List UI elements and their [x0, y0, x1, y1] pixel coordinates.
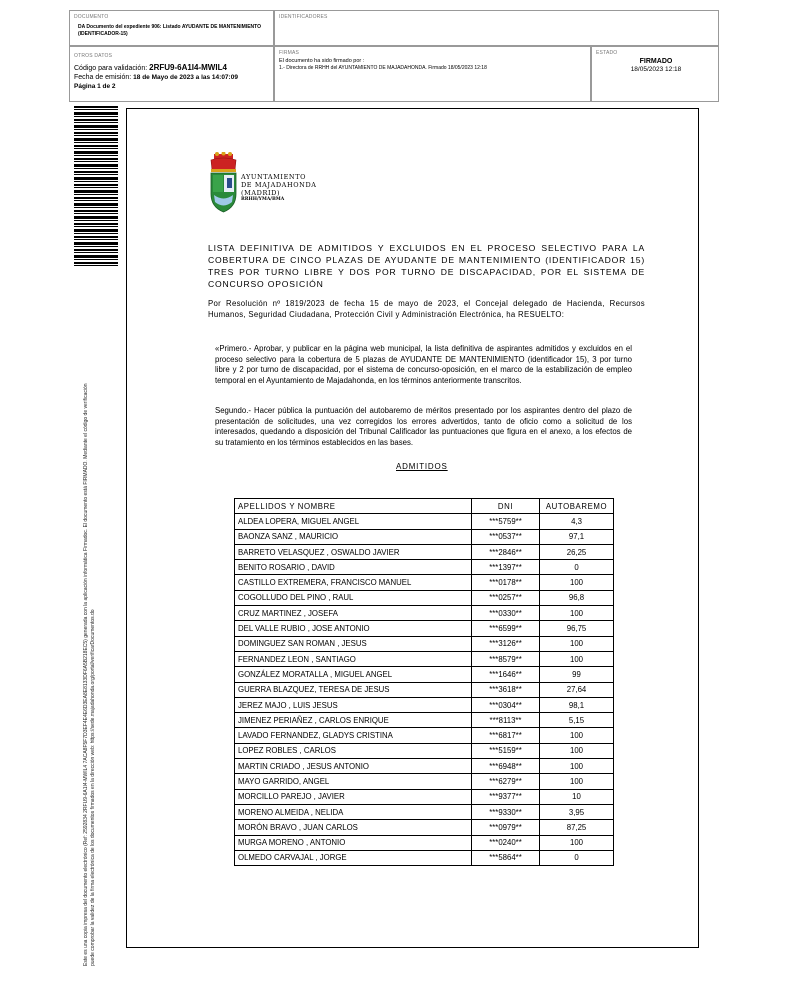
table-row — [235, 590, 614, 605]
cell-dni: ***0979** — [472, 820, 540, 835]
cell-autobaremo: 96,8 — [540, 590, 614, 605]
header-dni: DNI — [472, 499, 540, 514]
table-row — [235, 544, 614, 559]
cell-autobaremo: 87,25 — [540, 820, 614, 835]
cell-autobaremo: 100 — [540, 575, 614, 590]
cell-dni: ***9330** — [472, 804, 540, 819]
cell-name: ALDEA LOPERA, MIGUEL ANGEL — [235, 514, 472, 529]
table-row — [235, 850, 614, 865]
table-row — [235, 606, 614, 621]
header-identificadores-box — [274, 10, 719, 46]
cell-autobaremo: 100 — [540, 636, 614, 651]
cell-dni: ***0304** — [472, 697, 540, 712]
admitidos-title: ADMITIDOS — [396, 462, 448, 471]
cell-autobaremo: 98,1 — [540, 697, 614, 712]
cell-name: MURGA MORENO , ANTONIO — [235, 835, 472, 850]
codigo-label: Código para validación: — [74, 65, 148, 72]
table-row — [235, 621, 614, 636]
cell-name: MORCILLO PAREJO , JAVIER — [235, 789, 472, 804]
cell-name: GUERRA BLAZQUEZ, TERESA DE JESUS — [235, 682, 472, 697]
cell-dni: ***6279** — [472, 774, 540, 789]
cell-name: JEREZ MAJO , LUIS JESUS — [235, 697, 472, 712]
cell-autobaremo: 4,3 — [540, 514, 614, 529]
cell-name: DOMINGUEZ SAN ROMAN , JESUS — [235, 636, 472, 651]
cell-dni: ***5159** — [472, 743, 540, 758]
document-heading: LISTA DEFINITIVA DE ADMITIDOS Y EXCLUIDOS EN EL PROCESO SELECTIVO PARA LA COBERTURA DE CINCO PLAZAS DE AYUDANTE DE MANTENIMIENTO (IDENTIFICADOR 15) TRES POR TURNO LIBRE Y DOS POR TURNO DE DISCAPACIDAD, POR EL SISTEMA DE CONCURSO OPOSICIÓN — [208, 243, 645, 289]
validation-block — [74, 63, 238, 91]
cell-name: FERNANDEZ LEON , SANTIAGO — [235, 651, 472, 666]
cell-name: BENITO ROSARIO , DAVID — [235, 560, 472, 575]
cell-dni: ***3618** — [472, 682, 540, 697]
table-row — [235, 575, 614, 590]
table-row — [235, 560, 614, 575]
logo-line4: RRHH/YMA/BMA — [241, 197, 285, 202]
cell-dni: ***8113** — [472, 713, 540, 728]
table-row — [235, 743, 614, 758]
cell-name: MAYO GARRIDO, ANGEL — [235, 774, 472, 789]
table-header-row — [235, 499, 614, 514]
header-autobaremo: AUTOBAREMO — [540, 499, 614, 514]
cell-dni: ***0257** — [472, 590, 540, 605]
codigo-value: 2RFU9-6A1I4-MWIL4 — [149, 63, 227, 72]
cell-dni: ***0178** — [472, 575, 540, 590]
identificadores-caption: IDENTIFICADORES — [279, 14, 328, 20]
firmas-line2: 1.- Directora de RRHH del AYUNTAMIENTO DE MAJADAHONDA. Firmado 18/05/2023 12:18 — [279, 65, 487, 71]
cell-autobaremo: 0 — [540, 850, 614, 865]
admitidos-table — [234, 498, 614, 866]
logo-line2: DE MAJADAHONDA — [241, 181, 317, 189]
table-row — [235, 514, 614, 529]
cell-autobaremo: 5,15 — [540, 713, 614, 728]
header-firmas-box — [274, 46, 591, 102]
header-estado-box — [591, 46, 719, 102]
table-row — [235, 697, 614, 712]
logo-line3: (MADRID) — [241, 189, 281, 197]
cell-name: CRUZ MARTINEZ , JOSEFA — [235, 606, 472, 621]
cell-dni: ***6817** — [472, 728, 540, 743]
cell-dni: ***1646** — [472, 667, 540, 682]
cell-dni: ***8579** — [472, 651, 540, 666]
table-row — [235, 529, 614, 544]
table-row — [235, 682, 614, 697]
fecha-label: Fecha de emisión: — [74, 74, 132, 81]
cell-autobaremo: 99 — [540, 667, 614, 682]
cell-autobaremo: 96,75 — [540, 621, 614, 636]
cell-autobaremo: 97,1 — [540, 529, 614, 544]
documento-caption: DOCUMENTO — [74, 14, 109, 20]
barcode — [74, 106, 118, 266]
cell-dni: ***5864** — [472, 850, 540, 865]
otros-caption: OTROS DATOS — [74, 53, 113, 59]
cell-dni: ***5759** — [472, 514, 540, 529]
cell-dni: ***0537** — [472, 529, 540, 544]
cell-name: GONZÁLEZ MORATALLA , MIGUEL ANGEL — [235, 667, 472, 682]
cell-autobaremo: 100 — [540, 774, 614, 789]
cell-name: MORÓN BRAVO , JUAN CARLOS — [235, 820, 472, 835]
table-row — [235, 804, 614, 819]
cell-dni: ***1397** — [472, 560, 540, 575]
table-row — [235, 667, 614, 682]
table-row — [235, 835, 614, 850]
side-verification-line2: puede comprobar la validez de la firma electrónica de los documentos firmados en la dirección web: https://sede.majadahonda.org/portal/verificarDocumentos.do — [90, 609, 96, 966]
header-name: APELLIDOS Y NOMBRE — [235, 499, 472, 514]
table-row — [235, 759, 614, 774]
cell-autobaremo: 3,95 — [540, 804, 614, 819]
segundo-paragraph: Segundo.- Hacer pública la puntuación del autobaremo de méritos presentado por los aspirantes dentro del plazo de presentación de solicitudes, una vez corregidos los errores advertidos, tanto de oficio como a solicitud de los interesados, quedando a disposición del Tribunal Calificador las puntuaciones que figura en el anexo, a los efectos de su tratamiento en los términos establecidos en las bases. — [215, 406, 632, 447]
side-verification-line1: Este es una copia impresa del documento electrónico (Ref: 2592834 2RFU9-6A1I4-MWIL4 7ACA8F5F7D3EF4E4E6D3EA8E8133DF6A5B218EC5) generada con la aplicación informática Firmadoc. El documento está FIRMADO. Mediante el código de verificación — [83, 383, 89, 966]
cell-autobaremo: 0 — [540, 560, 614, 575]
cell-autobaremo: 100 — [540, 759, 614, 774]
cell-autobaremo: 26,25 — [540, 544, 614, 559]
logo-text — [241, 173, 317, 203]
cell-dni: ***6948** — [472, 759, 540, 774]
cell-name: OLMEDO CARVAJAL , JORGE — [235, 850, 472, 865]
cell-autobaremo: 10 — [540, 789, 614, 804]
cell-autobaremo: 100 — [540, 743, 614, 758]
table-row — [235, 789, 614, 804]
table-row — [235, 636, 614, 651]
cell-dni: ***3126** — [472, 636, 540, 651]
cell-name: BARRETO VELASQUEZ , OSWALDO JAVIER — [235, 544, 472, 559]
cell-name: CASTILLO EXTREMERA, FRANCISCO MANUEL — [235, 575, 472, 590]
cell-name: MORENO ALMEIDA , NELIDA — [235, 804, 472, 819]
estado-date: 18/05/2023 12:18 — [630, 66, 682, 73]
cell-name: JIMENEZ PERIAÑEZ , CARLOS ENRIQUE — [235, 713, 472, 728]
header-documento-box — [69, 10, 274, 46]
pagina: Página 1 de 2 — [74, 83, 116, 90]
cell-autobaremo: 100 — [540, 728, 614, 743]
cell-name: LOPEZ ROBLES , CARLOS — [235, 743, 472, 758]
firmas-line1: El documento ha sido firmado por : — [279, 58, 365, 64]
resolution-paragraph: Por Resolución nº 1819/2023 de fecha 15 de mayo de 2023, el Concejal delegado de Hacienda, Recursos Humanos, Seguridad Ciudadana, Protección Civil y Administración Electrónica, ha RESUELTO: — [208, 299, 645, 319]
cell-dni: ***0240** — [472, 835, 540, 850]
table-row — [235, 774, 614, 789]
cell-name: DEL VALLE RUBIO , JOSE ANTONIO — [235, 621, 472, 636]
cell-name: BAONZA SANZ , MAURICIO — [235, 529, 472, 544]
primero-paragraph: «Primero.- Aprobar, y publicar en la página web municipal, la lista definitiva de aspirantes admitidos y excluidos en el proceso selectivo para la cobertura de 5 plazas de AYUDANTE DE MANTENIMIENTO (identificador 15), 3 por turno libre y 2 por turno de discapacidad, por el sistema de concurso-oposición, en el marco de la estabilización de empleo temporal en el Ayuntamiento de Majadahonda, en los términos anteriormente transcritos. — [215, 344, 632, 385]
firmas-caption: FIRMAS — [279, 50, 300, 56]
table-row — [235, 713, 614, 728]
table-row — [235, 651, 614, 666]
coat-of-arms-icon — [208, 152, 239, 214]
cell-dni: ***2846** — [472, 544, 540, 559]
documento-text: DA Documento del expediente 906: Listado AYUDANTE DE MANTENIMIENTO (IDENTIFICADOR-15) — [78, 24, 261, 37]
cell-dni: ***6599** — [472, 621, 540, 636]
cell-name: LAVADO FERNANDEZ, GLADYS CRISTINA — [235, 728, 472, 743]
cell-autobaremo: 27,64 — [540, 682, 614, 697]
fecha-value: 18 de Mayo de 2023 a las 14:07:09 — [133, 74, 238, 81]
estado-caption: ESTADO — [596, 50, 618, 56]
estado-value: FIRMADO — [639, 58, 673, 65]
header-otros-box — [69, 46, 274, 102]
table-row — [235, 820, 614, 835]
logo-line1: AYUNTAMIENTO — [241, 173, 307, 181]
cell-autobaremo: 100 — [540, 651, 614, 666]
cell-autobaremo: 100 — [540, 835, 614, 850]
cell-autobaremo: 100 — [540, 606, 614, 621]
cell-name: COGOLLUDO DEL PINO , RAUL — [235, 590, 472, 605]
cell-name: MARTIN CRIADO , JESUS ANTONIO — [235, 759, 472, 774]
cell-dni: ***9377** — [472, 789, 540, 804]
cell-dni: ***0330** — [472, 606, 540, 621]
table-row — [235, 728, 614, 743]
